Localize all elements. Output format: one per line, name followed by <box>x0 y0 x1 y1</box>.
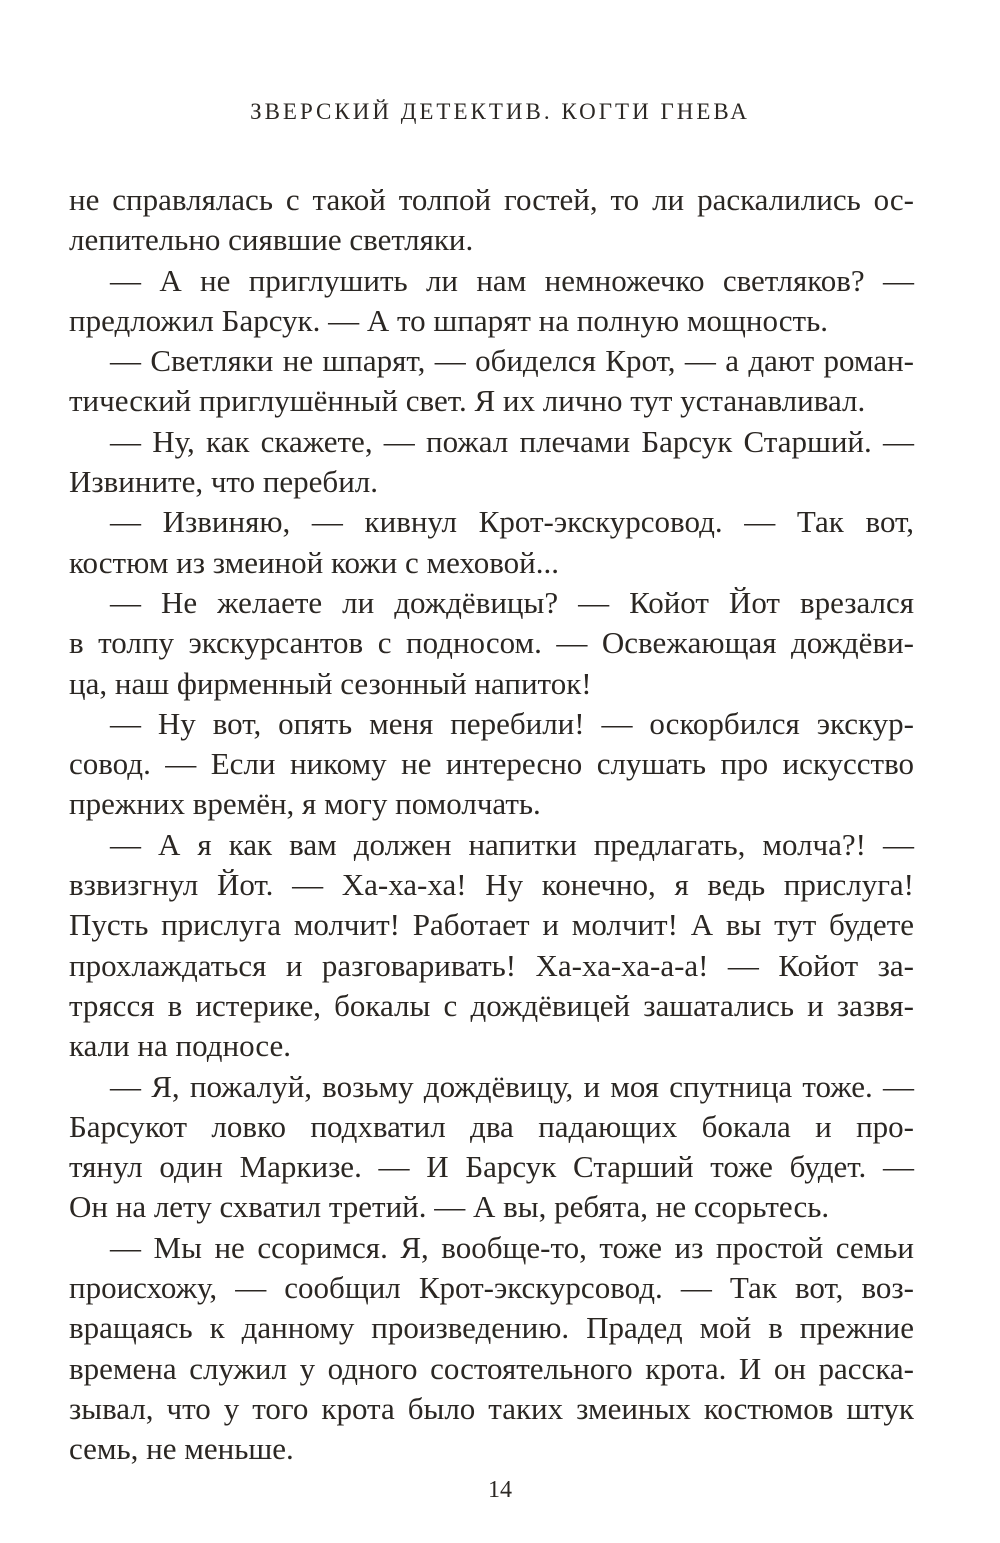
text-line: происхожу, — сообщил Крот-экскурсовод. — Так вот, воз- <box>69 1270 914 1306</box>
page-number: 14 <box>488 1477 512 1503</box>
text-line: зывал, что у того крота было таких змеиных костюмов штук <box>69 1390 914 1426</box>
running-head: ЗВЕРСКИЙ ДЕТЕКТИВ. КОГТИ ГНЕВА <box>250 99 750 124</box>
text-line: лепительно сиявшие светляки. <box>69 222 474 258</box>
text-line: костюм из змеиной кожи с меховой... <box>69 544 560 580</box>
text-line: прохлаждаться и разговаривать! Ха-ха-ха-а-а! — Койот за- <box>69 947 914 983</box>
text-line: тянул один Маркизе. — И Барсук Старший тоже будет. — <box>69 1149 914 1185</box>
text-line: — Ну вот, опять меня перебили! — оскорбился экскур- <box>110 705 914 741</box>
text-line: — Светляки не шпарят, — обиделся Крот, — а дают роман- <box>110 343 914 379</box>
text-line: вращаясь к данному произведению. Прадед мой в прежние <box>69 1310 914 1346</box>
text-line: не справлялась с такой толпой гостей, то ли раскалились ос- <box>69 182 914 217</box>
text-line: — А не приглушить ли нам немножечко светляков? — <box>110 262 914 298</box>
text-line: — Извиняю, — кивнул Крот-экскурсовод. — Так вот, <box>110 504 914 540</box>
text-line: — А я как вам должен напитки предлагать, молча?! — <box>110 826 914 862</box>
text-line: — Не желаете ли дождёвицы? — Койот Йот врезался <box>110 584 914 620</box>
text-line: в толпу экскурсантов с подносом. — Освежающая дождёви- <box>69 625 914 661</box>
text-line: трясся в истерике, бокалы с дождёвицей зашатались и зазвя- <box>69 987 914 1023</box>
text-line: Он на лету схватил третий. — А вы, ребята, не ссорьтесь. <box>69 1189 830 1225</box>
text-line: тический приглушённый свет. Я их лично тут устанавливал. <box>69 383 866 419</box>
text-line: — Ну, как скажете, — пожал плечами Барсук Старший. — <box>110 423 914 459</box>
text-line: кали на подносе. <box>69 1028 292 1064</box>
text-line: — Я, пожалуй, возьму дождёвицу, и моя спутница тоже. — <box>110 1068 914 1104</box>
text-line: предложил Барсук. — А то шпарят на полную мощность. <box>69 302 828 338</box>
text-line: совод. — Если никому не интересно слушать про искусство <box>69 746 914 782</box>
text-line: Барсукот ловко подхватил два падающих бокала и про- <box>69 1108 914 1144</box>
text-line: Извините, что перебил. <box>69 464 379 500</box>
text-line: Пусть прислуга молчит! Работает и молчит! А вы тут будете <box>69 907 914 943</box>
text-line: — Мы не ссоримся. Я, вообще-то, тоже из простой семьи <box>110 1229 914 1265</box>
text-line: взвизгнул Йот. — Ха-ха-ха! Ну конечно, я ведь прислуга! <box>69 867 914 903</box>
text-line: ца, наш фирменный сезонный напиток! <box>69 665 592 701</box>
text-line: прежних времён, я могу помолчать. <box>69 786 541 822</box>
body-text <box>69 180 914 1470</box>
text-line: времена служил у одного состоятельного крота. И он расска- <box>69 1350 914 1386</box>
text-line: семь, не меньше. <box>69 1431 294 1467</box>
